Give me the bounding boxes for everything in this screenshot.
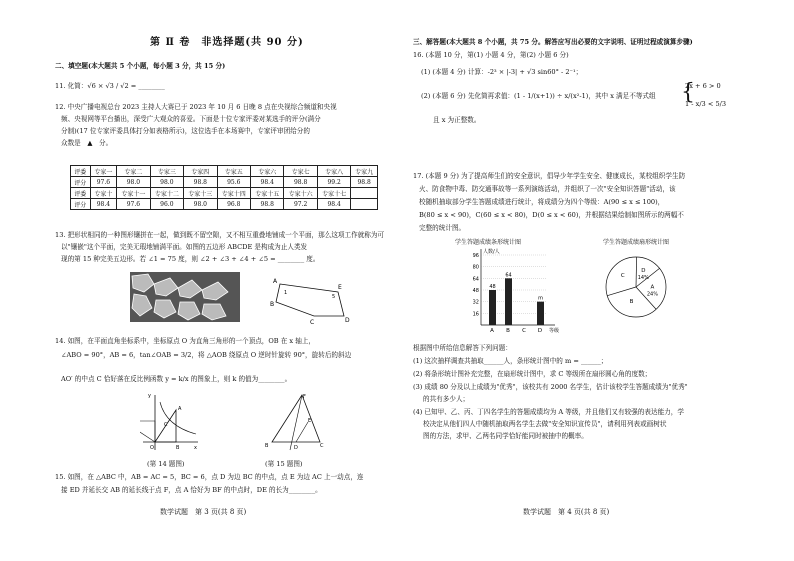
pie-slice-label: 24% bbox=[646, 291, 659, 298]
pie-chart bbox=[601, 252, 671, 322]
bar-chart bbox=[463, 245, 563, 337]
table-cell: 专家六 bbox=[250, 166, 283, 177]
table-cell: 专家十 bbox=[90, 188, 117, 199]
left-page bbox=[55, 0, 385, 561]
table-row bbox=[71, 166, 378, 177]
table-cell: 96.0 bbox=[150, 199, 183, 210]
table-cell: 专家十二 bbox=[150, 188, 183, 199]
svg-text:D: D bbox=[294, 445, 298, 451]
right-page bbox=[413, 0, 753, 561]
svg-text:x: x bbox=[194, 445, 197, 451]
table-cell: 97.2 bbox=[284, 199, 317, 210]
table-cell: 专家四 bbox=[184, 166, 217, 177]
table-row bbox=[71, 188, 378, 199]
question-13-line1: 13. 把形状相同的一种图形镶拼在一起，做到既不留空隙，又不相互重叠地铺成一个平面，那么这项工作就称为可 bbox=[55, 231, 385, 239]
table-cell: 评委 bbox=[71, 166, 91, 177]
table-cell: 98.0 bbox=[184, 199, 217, 210]
table-cell: 专家三 bbox=[150, 166, 183, 177]
bar bbox=[505, 278, 512, 325]
page-4-footer: 数学试题 第 4 页(共 8 页) bbox=[523, 508, 610, 516]
question-17-line2: 火、防食物中毒、防交通事故等一系列演练活动，并组织了一次"安全知识答题"活动，该 bbox=[419, 185, 676, 193]
table-cell: 98.4 bbox=[90, 199, 117, 210]
question-16: 16. (本题 10 分，第(1) 小题 4 分，第(2) 小题 6 分) bbox=[413, 51, 569, 59]
svg-text:E: E bbox=[308, 418, 312, 424]
data-label: m bbox=[538, 295, 543, 302]
question-14-line2: ∠ABO = 90°，AB = 6，tan∠OAB = 3/2，将 △AOB 绕原点 O 逆时针旋转 90°，旋转后的斜边 bbox=[61, 351, 352, 359]
table-cell: 98.8 bbox=[284, 177, 317, 188]
svg-text:1: 1 bbox=[284, 290, 288, 296]
page-3-footer: 数学试题 第 3 页(共 8 页) bbox=[160, 508, 247, 516]
question-13-line2: 以"镶嵌"这个平面，完美无瑕地铺满平面。如图的五边形 ABCDE 是构成为止人类发 bbox=[61, 243, 308, 251]
y-tick-label: 64 bbox=[472, 276, 479, 283]
table-row bbox=[71, 199, 378, 210]
table-cell: 98.0 bbox=[117, 177, 150, 188]
data-label: 64 bbox=[505, 272, 512, 279]
table-cell: 99.2 bbox=[317, 177, 350, 188]
svg-text:E: E bbox=[338, 284, 342, 291]
pie-slice-label: 14% bbox=[637, 275, 649, 282]
table-cell bbox=[351, 199, 378, 210]
svg-text:A: A bbox=[273, 278, 278, 285]
table-cell: 95.6 bbox=[217, 177, 250, 188]
x-tick-label: A bbox=[490, 328, 494, 334]
bar bbox=[537, 302, 544, 325]
x-tick-label: D bbox=[537, 328, 543, 334]
table-cell: 专家十四 bbox=[217, 188, 250, 199]
question-17-item3: (3) 成绩 80 分及以上成绩为"优秀"，该校共有 2000 名学生，估计该校学生答题成绩为"优秀" bbox=[413, 383, 688, 391]
pentagon-tiling-figure bbox=[130, 272, 240, 322]
bar-chart-title: 学生答题成绩条形统计图 bbox=[455, 239, 522, 246]
pie-chart-title: 学生答题成绩扇形统计图 bbox=[603, 239, 670, 246]
brace-icon: { bbox=[681, 80, 695, 105]
svg-text:F: F bbox=[303, 394, 306, 400]
question-12-line4: 众数是 ▲ 分。 bbox=[61, 139, 113, 147]
table-cell: 98.8 bbox=[184, 177, 217, 188]
question-16-part1: (1) (本题 4 分) 计算：-2³ × |-3| + √3 sin60° - 2⁻¹； bbox=[421, 68, 583, 76]
question-15-line2: 接 ED 并延长交 AB 的延长线于点 F，点 A 恰好为 BF 的中点时，DE 的长为________。 bbox=[61, 486, 322, 494]
table-cell: 97.6 bbox=[117, 199, 150, 210]
question-16-part2: (2) (本题 6 分) 先化简再求值：(1 - 1/(x+1)) ÷ x/(x²-1)，其中 x 满足不等式组 bbox=[421, 92, 656, 100]
question-17-item4c: 图的方法，求甲、乙两名同学恰好能同时被抽中的概率。 bbox=[423, 432, 588, 440]
table-cell: 评分 bbox=[71, 199, 91, 210]
table-cell: 专家一 bbox=[90, 166, 117, 177]
table-cell: 98.0 bbox=[150, 177, 183, 188]
figure-15-isosceles-triangle bbox=[260, 392, 325, 454]
svg-text:C: C bbox=[320, 443, 324, 449]
table-cell: 专家十六 bbox=[284, 188, 317, 199]
table-cell: 97.6 bbox=[90, 177, 117, 188]
table-cell: 专家十三 bbox=[184, 188, 217, 199]
question-13-line3: 现的第 15 种完美五边形。若 ∠1 = 75 度，则 ∠2 + ∠3 + ∠4 + ∠5 = ________ 度。 bbox=[61, 255, 320, 263]
question-12-line3: 分制)(17 位专家评委具体打分如表格所示)，这位选手在本场赛中，专家评审团给分的 bbox=[61, 127, 310, 135]
table-cell: 专家十五 bbox=[250, 188, 283, 199]
table-cell: 98.8 bbox=[250, 199, 283, 210]
section-3-heading: 三、解答题(本大题共 8 个小题，共 75 分。解答应写出必要的文字说明、证明过程或演算步骤) bbox=[413, 38, 693, 46]
svg-text:5: 5 bbox=[332, 294, 336, 300]
inequality-2: 1 - x/3 < 5/3 bbox=[685, 100, 727, 108]
y-tick-label: 48 bbox=[472, 288, 479, 294]
y-tick-label: 32 bbox=[472, 299, 479, 306]
question-17-item4: (4) 已知甲、乙、丙、丁四名学生的答题成绩均为 A 等级，并且他们又有较强的表达能力，学 bbox=[413, 408, 684, 416]
table-cell: 专家七 bbox=[284, 166, 317, 177]
question-17-line3: 校随机抽取部分学生答题成绩进行统计，将成绩分为四个等级：A(90 ≤ x ≤ 100)， bbox=[419, 198, 665, 206]
question-17-line4: B(80 ≤ x < 90)，C(60 ≤ x < 80)，D(0 ≤ x < 60)，并根据结果绘制如图所示的两幅不 bbox=[419, 211, 684, 219]
svg-text:O: O bbox=[150, 445, 154, 451]
table-row bbox=[71, 177, 378, 188]
table-cell: 98.4 bbox=[317, 199, 350, 210]
x-tick-label: B bbox=[506, 328, 510, 334]
svg-text:B: B bbox=[265, 443, 269, 449]
table-cell: 专家五 bbox=[217, 166, 250, 177]
pie-slice-name: B bbox=[629, 298, 634, 305]
question-17-item4b: 校决定从他们四人中随机抽取两名学生去做"安全知识宣传员"，请利用列表或画树状 bbox=[423, 420, 667, 428]
table-cell: 96.8 bbox=[217, 199, 250, 210]
table-cell: 专家十一 bbox=[117, 188, 150, 199]
section-2-heading: 二、填空题(本大题共 5 个小题，每小题 3 分，共 15 分) bbox=[55, 62, 226, 70]
svg-text:B: B bbox=[176, 445, 180, 451]
part2-title: 第 Ⅱ 卷 非选择题(共 90 分) bbox=[150, 37, 304, 48]
y-tick-label: 96 bbox=[472, 253, 479, 259]
question-17-line1: 17. (本题 9 分) 为了提高师生们的安全意识，倡导少年学生安全、健康成长，某校组织学生防 bbox=[413, 172, 686, 180]
svg-text:D: D bbox=[345, 317, 350, 324]
y-tick-label: 16 bbox=[472, 311, 479, 318]
pie-slice-name: C bbox=[620, 273, 625, 280]
table-cell: 专家八 bbox=[317, 166, 350, 177]
svg-text:C: C bbox=[164, 422, 168, 428]
inequality-1: 2x + 6 > 0 bbox=[685, 82, 721, 90]
svg-text:A: A bbox=[178, 406, 182, 412]
question-17-item2: (2) 将条形统计图补充完整，在扇形统计图中，求 C 等级所在扇形圆心角的度数； bbox=[413, 370, 652, 378]
x-tick-label: C bbox=[522, 328, 526, 334]
score-table bbox=[70, 165, 378, 210]
question-17-item3b: 的共有多少人； bbox=[423, 395, 470, 403]
table-cell: 专家十七 bbox=[317, 188, 350, 199]
question-14-line1: 14. 如图，在平面直角坐标系中，坐标原点 O 为直角三角形的一个顶点，OB 在 x 轴上， bbox=[55, 337, 316, 345]
table-cell: 专家九 bbox=[351, 166, 378, 177]
svg-text:y: y bbox=[148, 393, 151, 399]
y-tick-label: 80 bbox=[472, 264, 479, 271]
svg-text:C: C bbox=[310, 319, 315, 326]
table-cell bbox=[351, 188, 378, 199]
table-cell: 评分 bbox=[71, 177, 91, 188]
question-12-line2: 频、央视网等平台播出，深受广大观众的喜爱。下面是十位专家评委对某选手的评分(满分 bbox=[61, 115, 321, 123]
question-14-line3: AO′ 的中点 C 恰好落在反比例函数 y = k/x 的图象上，则 k 的值为________。 bbox=[61, 375, 292, 383]
figure-14-caption: (第 14 题图) bbox=[147, 460, 185, 468]
pie-slice-name: D bbox=[641, 268, 646, 275]
table-cell: 98.8 bbox=[351, 177, 378, 188]
table-cell: 专家二 bbox=[117, 166, 150, 177]
pie-slice-name: A bbox=[650, 284, 655, 291]
figure-15-caption: (第 15 题图) bbox=[265, 460, 303, 468]
question-16-tail: 且 x 为正整数。 bbox=[433, 116, 481, 124]
question-11: 11. 化简：√6 × √3 / √2 = ________ bbox=[55, 82, 165, 90]
question-15-line1: 15. 如图，在 △ABC 中，AB = AC = 5，BC = 6，点 D 为边 BC 的中点，点 E 为边 AC 上一动点，连 bbox=[55, 473, 364, 481]
question-17-item1: (1) 这次抽样调查共抽取______人，条形统计图中的 m = ______； bbox=[413, 357, 608, 365]
figure-14-coordinate-triangle bbox=[140, 392, 200, 454]
bar bbox=[489, 290, 496, 325]
pentagon-abcde-figure bbox=[270, 272, 355, 327]
question-17-line5: 完整的统计图。 bbox=[419, 224, 466, 232]
table-cell: 98.4 bbox=[250, 177, 283, 188]
question-17-ask: 根据图中所给信息解答下列问题： bbox=[413, 344, 512, 352]
data-label: 48 bbox=[489, 284, 496, 290]
x-axis-label: 等级 bbox=[549, 328, 560, 334]
question-12-line1: 12. 中央广播电视总台 2023 主持人大赛已于 2023 年 10 月 6 日晚 8 点在央视综合频道和央视 bbox=[55, 103, 337, 111]
svg-text:B: B bbox=[270, 301, 275, 308]
y-axis-label: 人数/人 bbox=[483, 249, 500, 255]
table-cell: 评委 bbox=[71, 188, 91, 199]
